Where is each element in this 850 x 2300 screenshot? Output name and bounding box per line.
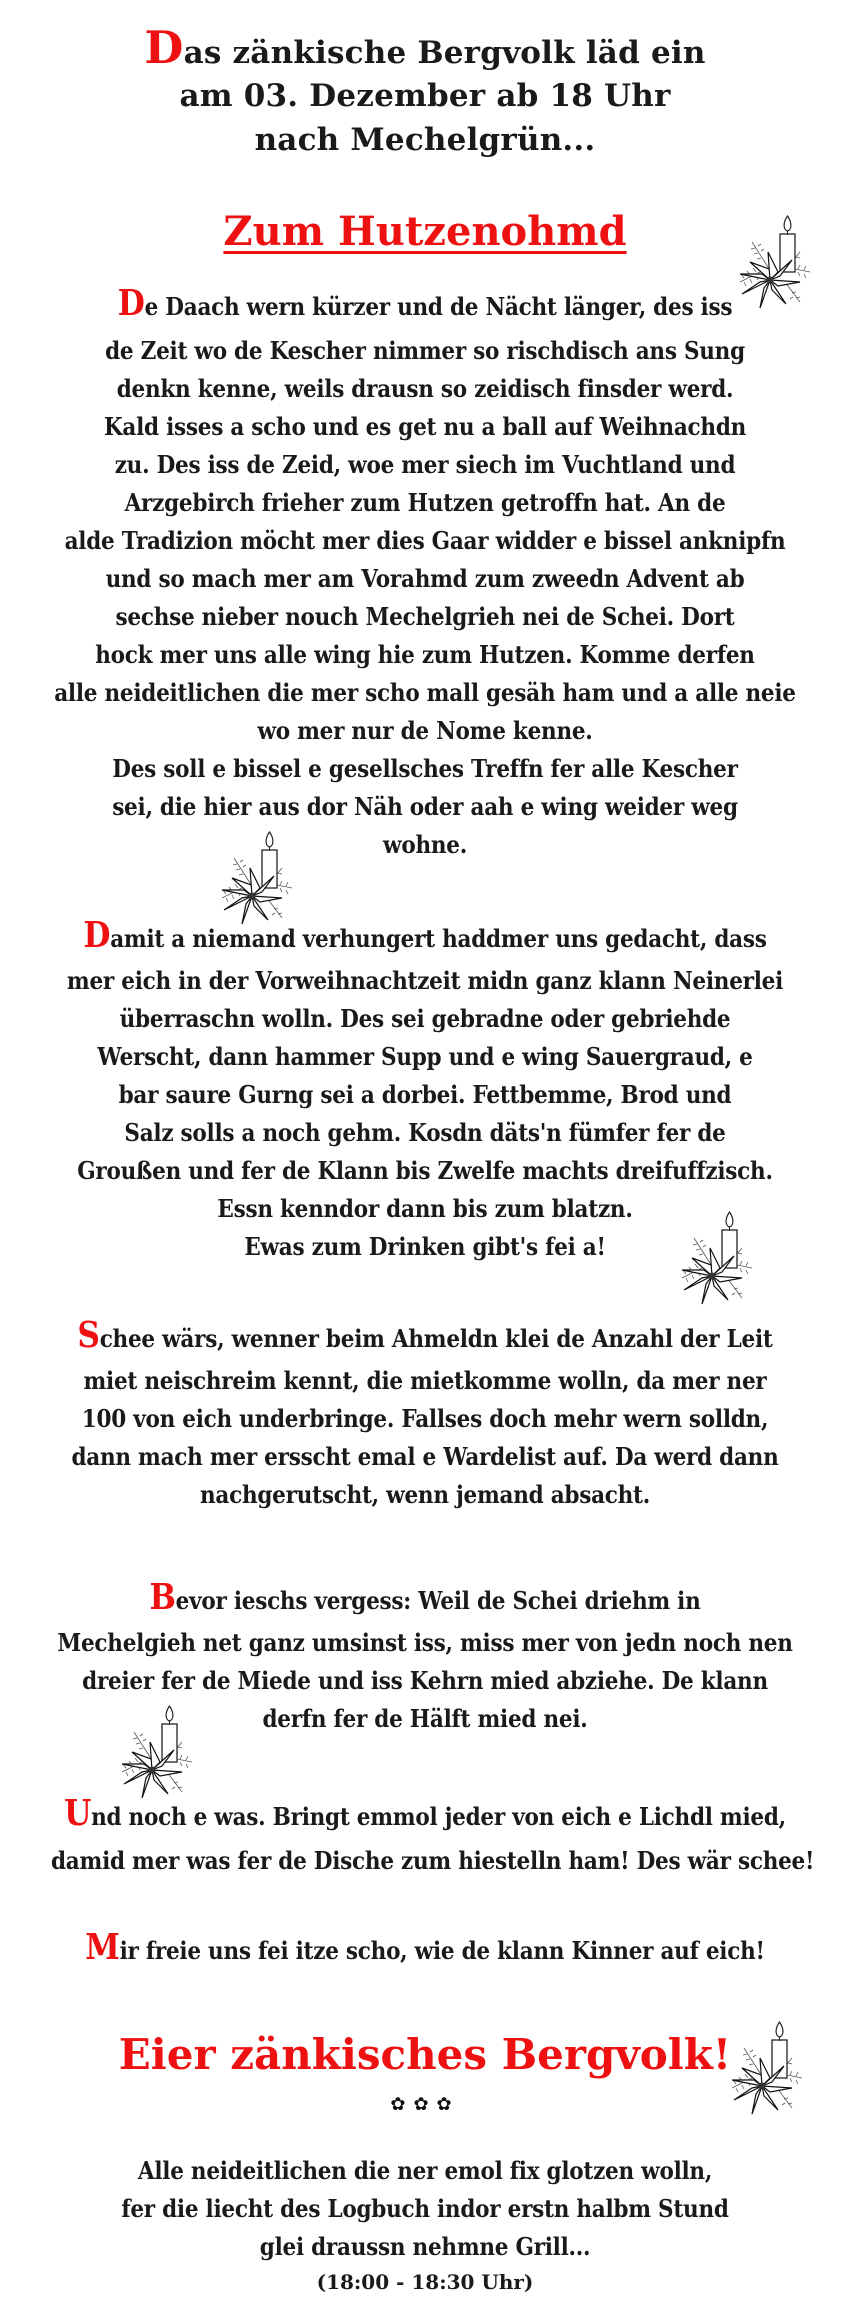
paragraph-line: dann mach mer ersscht emal e Wardelist auf. Da werd dann <box>71 1442 779 1471</box>
paragraph-line: alle neideitlichen die mer scho mall gesäh ham und a alle neie <box>54 678 796 707</box>
paragraph-line: sei, die hier aus dor Näh oder aah e wing weider weg <box>112 792 738 821</box>
paragraph-line: und so mach mer am Vorahmd zum zweedn Advent ab <box>105 564 745 593</box>
line-text: nd noch e was. Bringt emmol jeder von eich e Lichdl mied, <box>91 1802 786 1831</box>
line-text: e Daach wern kürzer und de Nächt länger, des iss <box>144 292 733 321</box>
candle-poinsettia-icon <box>672 1208 762 1308</box>
paragraph-line <box>51 1577 799 1618</box>
paragraph-line: alde Tradizion möcht mer dies Gaar widder e bissel anknipfn <box>64 526 786 555</box>
line-text: ir freie uns fei itze scho, wie de klann Kinner auf eich! <box>119 1936 765 1965</box>
drop-cap: M <box>85 1927 120 1968</box>
footer-time: (18:00 - 18:30 Uhr) <box>316 2270 534 2294</box>
paragraph-line: mer eich in der Vorweihnachtzeit midn ganz klann Neinerlei <box>66 966 784 995</box>
candle-poinsettia-icon <box>212 828 302 928</box>
paragraph-line: 100 von eich underbringe. Fallses doch mehr wern solldn, <box>81 1404 769 1433</box>
paragraph-looking-forward <box>51 1927 799 1968</box>
paragraph-line: zu. Des iss de Zeid, woe mer siech im Vuchtland und <box>114 450 736 479</box>
paragraph-line: denkn kenne, weils drausn so zeidisch finsder werd. <box>116 374 734 403</box>
paragraph-line <box>51 283 799 324</box>
paragraph-line: wohne. <box>383 830 467 859</box>
paragraph-line: dreier fer de Miede und iss Kehrn mied abziehe. De klann <box>82 1666 768 1695</box>
paragraph-line <box>51 1315 799 1356</box>
footer-line: fer die liecht des Logbuch indor erstn halbm Stund <box>121 2194 729 2223</box>
drop-cap: U <box>64 1793 92 1834</box>
line-text: amit a niemand verhungert haddmer uns gedacht, dass <box>110 924 767 953</box>
candle-poinsettia-icon <box>112 1702 202 1802</box>
header-line-3: nach Mechelgrün... <box>254 122 596 158</box>
footer-line: glei draussn nehmne Grill... <box>259 2232 591 2261</box>
drop-cap: S <box>77 1315 100 1356</box>
paragraph-line: Ewas zum Drinken gibt's fei a! <box>244 1232 606 1261</box>
paragraph-line: Arzgebirch frieher zum Hutzen getroffn hat. An de <box>124 488 726 517</box>
paragraph-line: bar saure Gurng sei a dorbei. Fettbemme, Brod und <box>118 1080 732 1109</box>
footer-line: Alle neideitlichen die ner emol fix glotzen wolln, <box>137 2156 713 2185</box>
header-line-1 <box>0 21 850 74</box>
paragraph-line: miet neischreim kennt, die mietkomme wolln, da mer ner <box>83 1366 767 1395</box>
header-text: as zänkische Bergvolk läd ein <box>183 35 706 71</box>
paragraph-line: Salz solls a noch gehm. Kosdn däts'n fümfer fer de <box>124 1118 726 1147</box>
paragraph-line: Werscht, dann hammer Supp und e wing Sauergraud, e <box>97 1042 753 1071</box>
paragraph-line: nachgerutscht, wenn jemand absacht. <box>199 1480 651 1509</box>
header-line-2: am 03. Dezember ab 18 Uhr <box>179 78 671 114</box>
line-text: chee wärs, wenner beim Ahmeldn klei de Anzahl der Leit <box>99 1324 773 1353</box>
candle-poinsettia-icon <box>722 2018 812 2118</box>
paragraph-line: damid mer was fer de Dische zum hiestelln ham! Des wär schee! <box>51 1846 815 1875</box>
drop-cap: D <box>83 915 111 956</box>
star-divider: ✿✿✿ <box>390 2094 460 2115</box>
paragraph-line <box>51 1793 799 1834</box>
paragraph-line: Mechelgieh net ganz umsinst iss, miss mer von jedn noch nen <box>57 1628 793 1657</box>
signature: Eier zänkisches Bergvolk! <box>118 2030 732 2079</box>
paragraph-line: hock mer uns alle wing hie zum Hutzen. Komme derfen <box>95 640 755 669</box>
paragraph-line: Groußen und fer de Klann bis Zwelfe machts dreifuffzisch. <box>77 1156 773 1185</box>
paragraph-line: Essn kenndor dann bis zum blatzn. <box>217 1194 633 1223</box>
paragraph-line: de Zeit wo de Kescher nimmer so rischdisch ans Sung <box>105 336 745 365</box>
paragraph-line: Kald isses a scho und es get nu a ball auf Weihnachdn <box>103 412 747 441</box>
drop-cap: B <box>149 1577 176 1618</box>
paragraph-line: wo mer nur de Nome kenne. <box>257 716 593 745</box>
line-text: evor ieschs vergess: Weil de Schei driehm in <box>175 1586 701 1615</box>
paragraph-line: sechse nieber nouch Mechelgrieh nei de Schei. Dort <box>115 602 735 631</box>
page-title: Zum Hutzenohmd <box>223 208 627 255</box>
paragraph-line: Des soll e bissel e gesellsches Treffn fer alle Kescher <box>112 754 738 783</box>
paragraph-line: derfn fer de Hälft mied nei. <box>262 1704 588 1733</box>
paragraph-line: überraschn wolln. Des sei gebradne oder gebriehde <box>119 1004 731 1033</box>
paragraph-line <box>51 915 799 956</box>
drop-cap: D <box>144 21 184 74</box>
drop-cap: D <box>117 283 145 324</box>
